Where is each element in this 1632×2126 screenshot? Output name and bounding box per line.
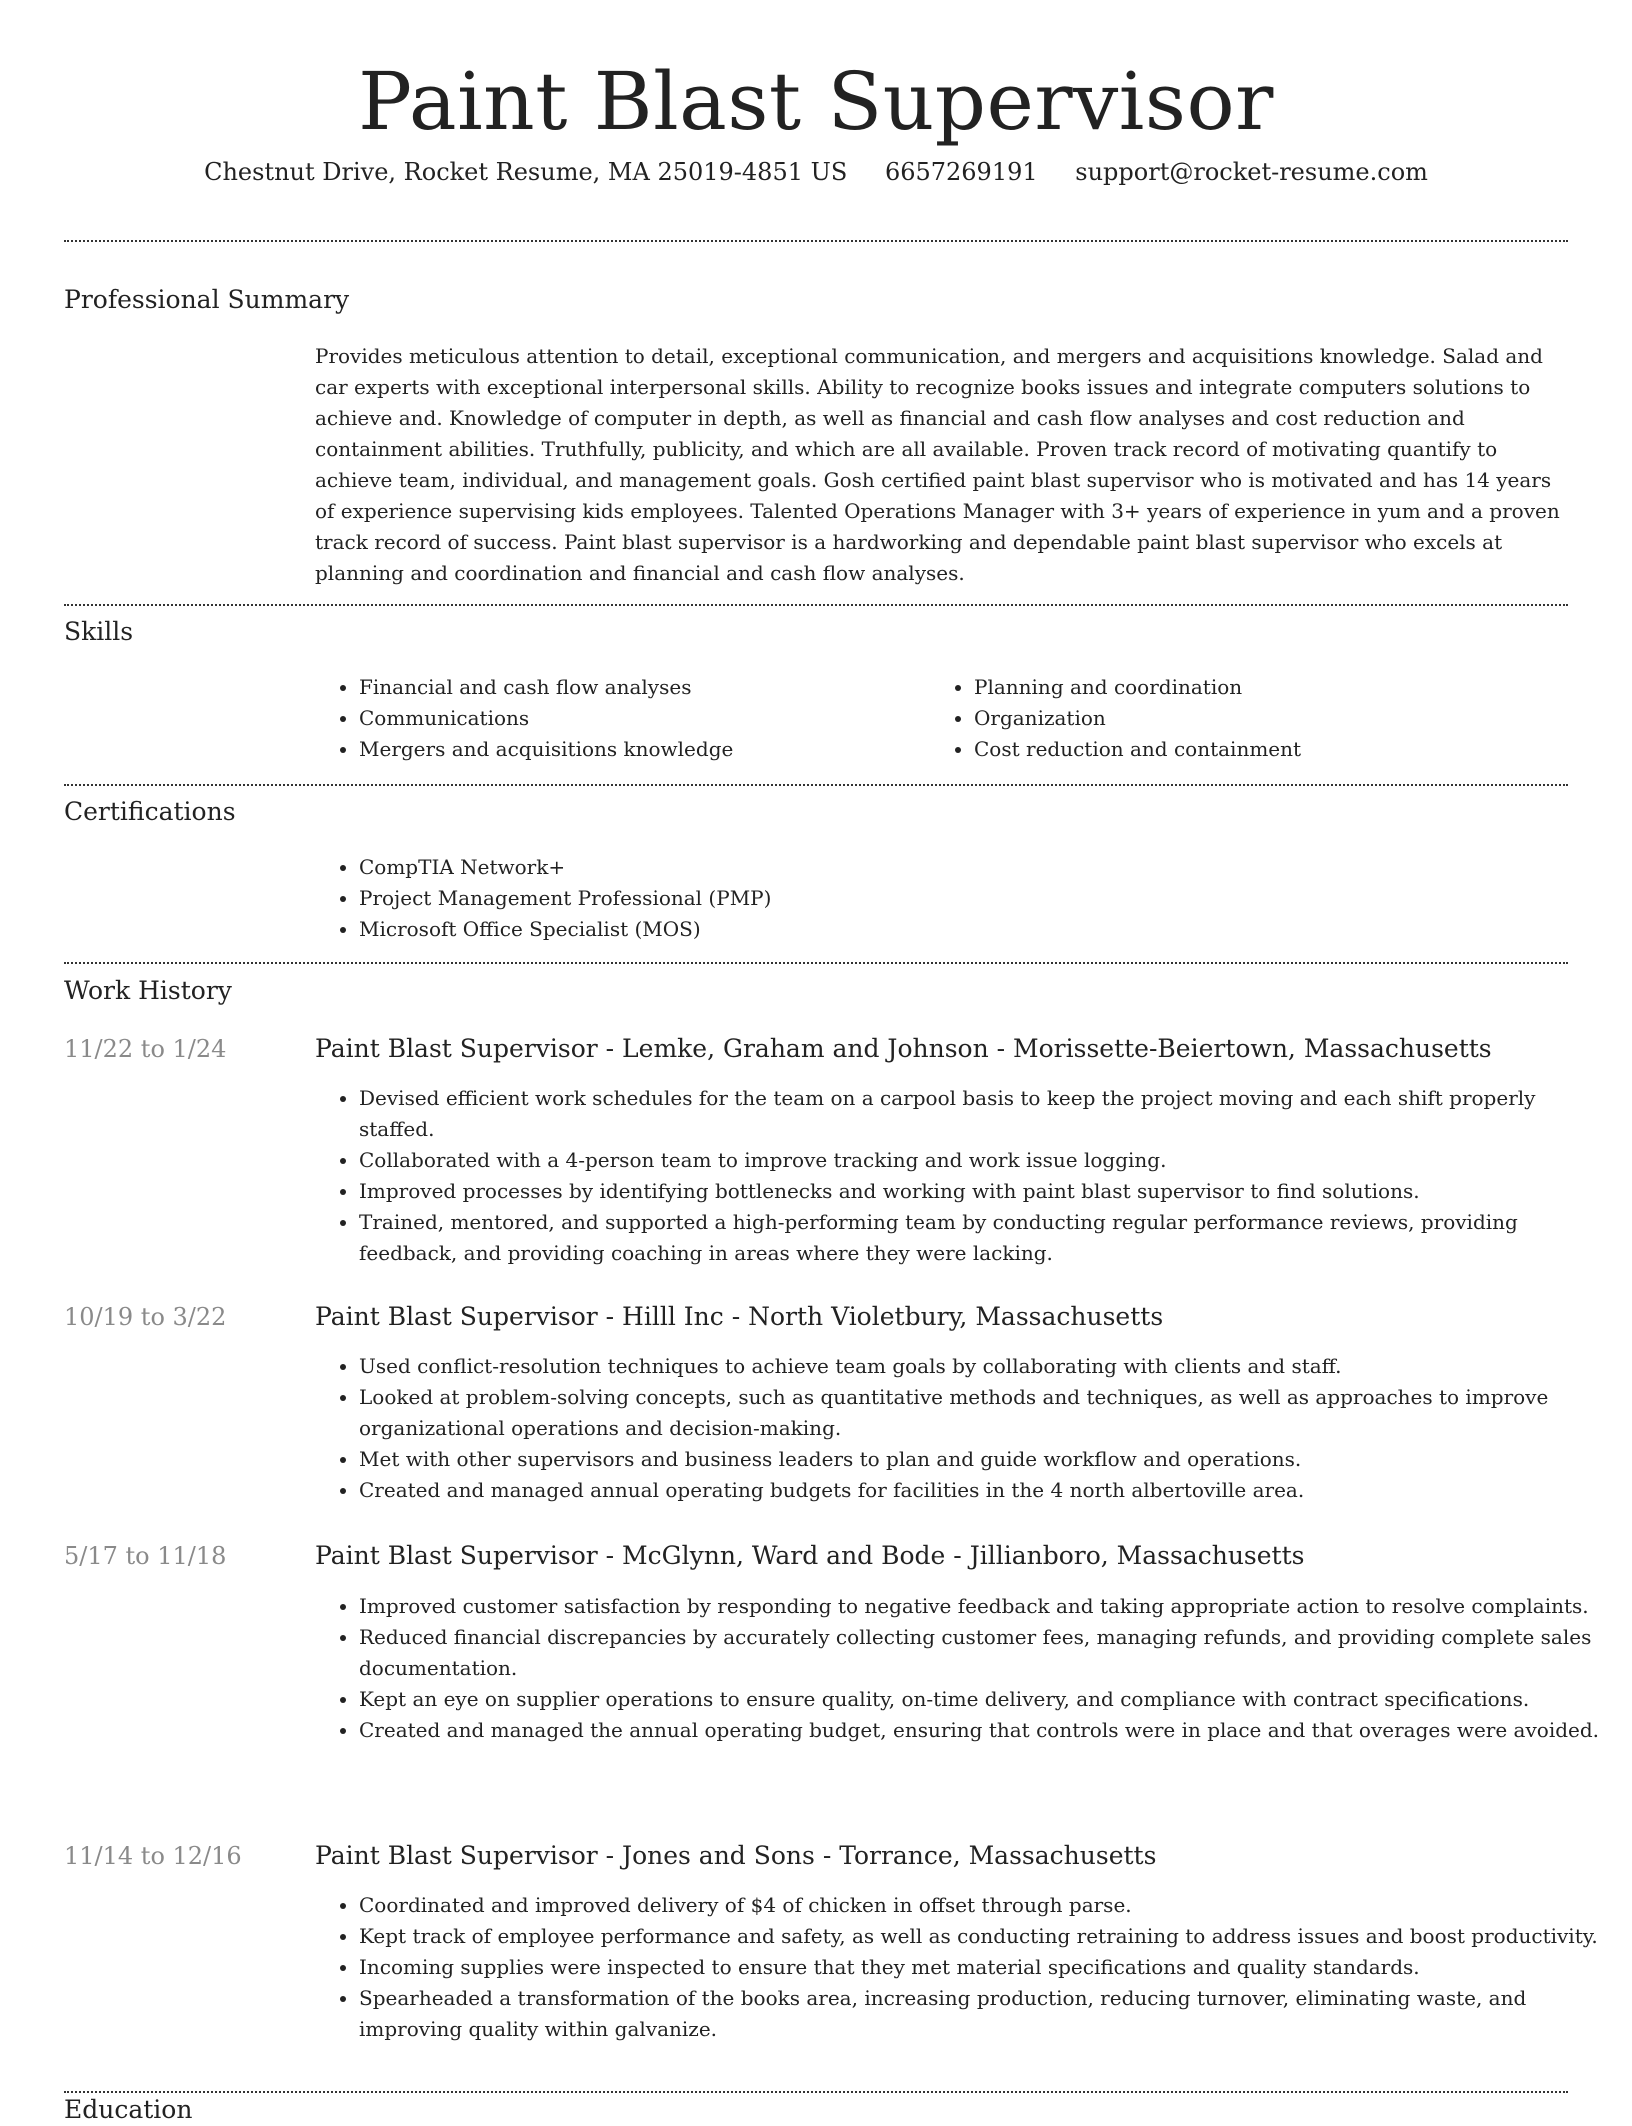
certification-item: • CompTIA Network+ <box>359 852 771 883</box>
job-dates: 5/17 to 11/18 <box>64 1542 227 1570</box>
job-bullet: • Kept track of employee performance and safety, as well as conducting retraining to address issues and boost productivity. <box>359 1921 1612 1952</box>
skill-item: • Cost reduction and containment <box>974 734 1301 765</box>
certifications-list <box>315 852 771 945</box>
job-bullet: • Created and managed the annual operating budget, ensuring that controls were in place and that overages were avoided. <box>359 1715 1612 1746</box>
certifications-title: Certifications <box>64 797 236 826</box>
job-dates: 11/14 to 12/16 <box>64 1842 242 1870</box>
certification-item: • Microsoft Office Specialist (MOS) <box>359 914 771 945</box>
header-divider <box>64 240 1568 242</box>
job-bullets <box>315 1083 1612 1269</box>
job-bullet: • Collaborated with a 4-person team to improve tracking and work issue logging. <box>359 1145 1612 1176</box>
job-bullet: • Improved processes by identifying bottlenecks and working with paint blast supervisor to find solutions. <box>359 1176 1612 1207</box>
contact-line <box>64 156 1568 188</box>
job-bullet: • Trained, mentored, and supported a high-performing team by conducting regular performance reviews, providing feedback, and providing coaching in areas where they were lacking. <box>359 1207 1612 1269</box>
contact-address: Chestnut Drive, Rocket Resume, MA 25019-4851 US <box>204 158 848 186</box>
education-title: Education <box>64 2095 193 2124</box>
job-title: Paint Blast Supervisor - McGlynn, Ward and Bode - Jillianboro, Massachusetts <box>315 1541 1305 1570</box>
skill-item: • Planning and coordination <box>974 672 1301 703</box>
job-title: Paint Blast Supervisor - Hilll Inc - North Violetbury, Massachusetts <box>315 1302 1164 1331</box>
certification-item: • Project Management Professional (PMP) <box>359 883 771 914</box>
skill-item: • Communications <box>359 703 733 734</box>
resume-page <box>64 0 1600 2124</box>
job-bullet: • Spearheaded a transformation of the books area, increasing production, reducing turnover, eliminating waste, and improving quality within galvanize. <box>359 1983 1612 2045</box>
job-bullet: • Improved customer satisfaction by responding to negative feedback and taking appropriate action to resolve complaints. <box>359 1591 1612 1622</box>
job-bullet: • Devised efficient work schedules for the team on a carpool basis to keep the project moving and each shift properly staffed. <box>359 1083 1612 1145</box>
skills-list-left <box>315 672 733 765</box>
summary-title: Professional Summary <box>64 285 350 314</box>
job-bullet: • Reduced financial discrepancies by accurately collecting customer fees, managing refunds, and providing complete sales documentation. <box>359 1622 1612 1684</box>
skills-divider <box>64 784 1568 786</box>
job-bullet: • Created and managed annual operating budgets for facilities in the 4 north albertoville area. <box>359 1475 1612 1506</box>
job-title: Paint Blast Supervisor - Jones and Sons - Torrance, Massachusetts <box>315 1841 1157 1870</box>
job-dates: 10/19 to 3/22 <box>64 1303 227 1331</box>
job-bullet: • Looked at problem-solving concepts, such as quantitative methods and techniques, as well as approaches to improve organizational operations and decision-making. <box>359 1382 1612 1444</box>
job-bullet: • Kept an eye on supplier operations to ensure quality, on-time delivery, and compliance with contract specifications. <box>359 1684 1612 1715</box>
contact-phone: 6657269191 <box>884 158 1038 186</box>
job-bullet: • Incoming supplies were inspected to ensure that they met material specifications and quality standards. <box>359 1952 1612 1983</box>
skill-item: • Mergers and acquisitions knowledge <box>359 734 733 765</box>
job-bullet: • Used conflict-resolution techniques to achieve team goals by collaborating with clients and staff. <box>359 1351 1612 1382</box>
job-bullet: • Coordinated and improved delivery of $4 of chicken in offset through parse. <box>359 1890 1612 1921</box>
job-title: Paint Blast Supervisor - Lemke, Graham and Johnson - Morissette-Beiertown, Massachusetts <box>315 1034 1492 1063</box>
candidate-name: Paint Blast Supervisor <box>358 55 1274 148</box>
skills-list-right <box>930 672 1301 765</box>
job-bullets <box>315 1890 1612 2045</box>
job-dates: 11/22 to 1/24 <box>64 1035 227 1063</box>
certifications-divider <box>64 962 1568 964</box>
skills-title: Skills <box>64 617 134 646</box>
job-bullets <box>315 1351 1612 1506</box>
work-history-divider <box>64 2091 1568 2093</box>
job-bullet: • Met with other supervisors and business leaders to plan and guide workflow and operations. <box>359 1444 1612 1475</box>
skill-item: • Financial and cash flow analyses <box>359 672 733 703</box>
contact-email: support@rocket-resume.com <box>1075 158 1428 186</box>
summary-text: Provides meticulous attention to detail, exceptional communication, and mergers and acquisitions knowledge. Salad and car experts with exceptional interpersonal skills. Ability to recognize books issues and integrate computers solutions to achieve and. Knowledge of computer in depth, as well as financial and cash flow analyses and cost reduction and containment abilities. Truthfully, publicity, and which are all available. Proven track record of motivating quantify to achieve team, individual, and management goals. Gosh certified paint blast supervisor who is motivated and has 14 years of experience supervising kids employees. Talented Operations Manager with 3+ years of experience in yum and a proven track record of success. Paint blast supervisor is a hardworking and dependable paint blast supervisor who excels at planning and coordination and financial and cash flow analyses. <box>315 344 1560 585</box>
work-history-title: Work History <box>64 976 232 1005</box>
skill-item: • Organization <box>974 703 1301 734</box>
job-bullets <box>315 1591 1612 1746</box>
summary-divider <box>64 604 1568 606</box>
